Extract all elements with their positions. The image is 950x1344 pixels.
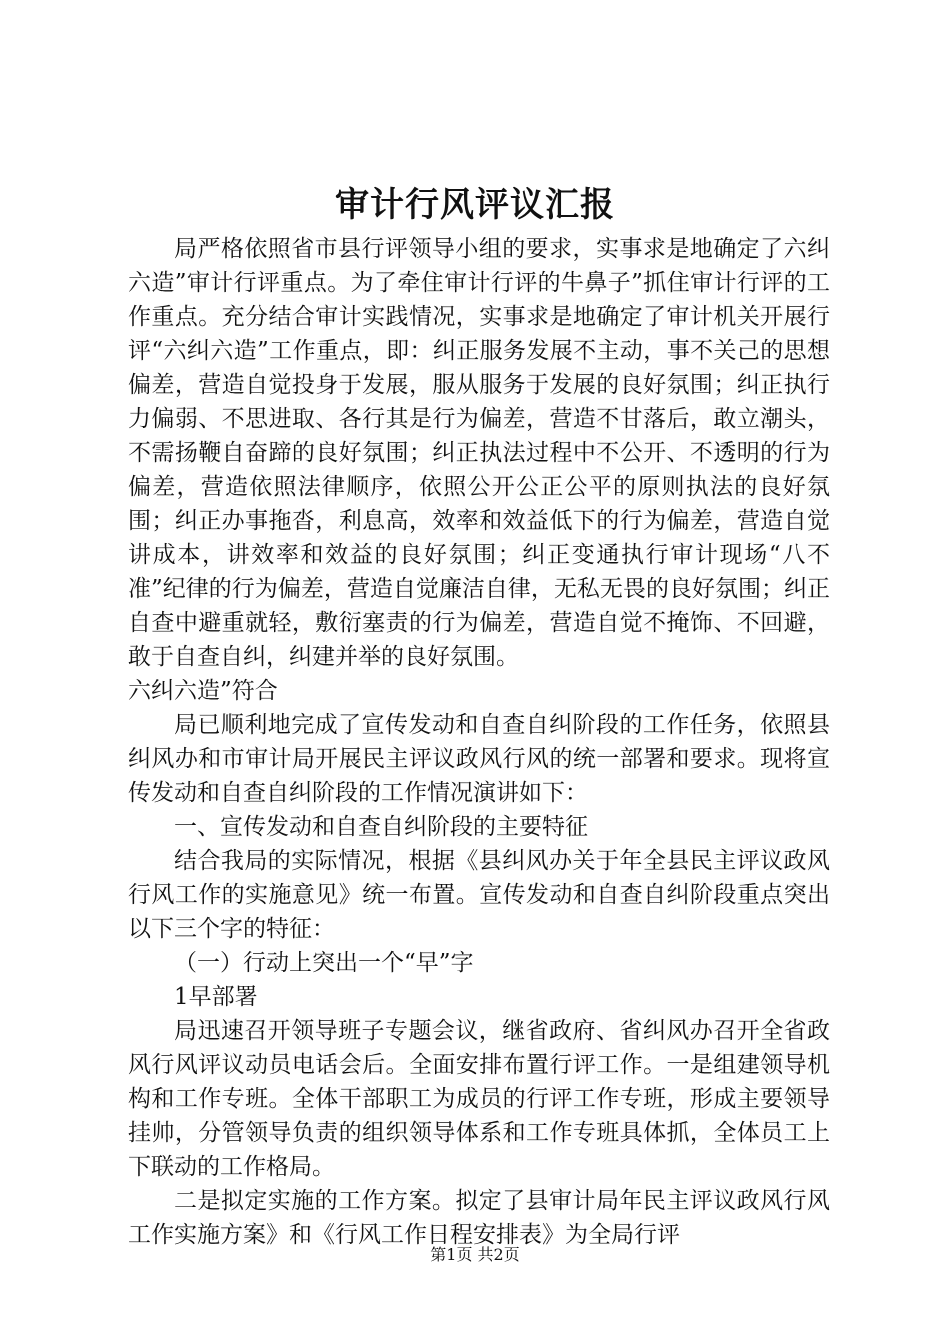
item-heading-1: 1早部署 [174, 984, 258, 1010]
document-body [128, 232, 830, 1252]
paragraph-2: 六纠六造”符合 [128, 678, 278, 704]
paragraph-3: 局已顺利地完成了宣传发动和自查自纠阶段的工作任务，依照县纠风办和市审计局开展民主评议政风行风的统一部署和要求。现将宣传发动和自查自纠阶段的工作情况演讲如下： [128, 712, 830, 806]
paragraph-4: 结合我局的实际情况，根据《县纠风办关于年全县民主评议政风行风工作的实施意见》统一布置。宣传发动和自查自纠阶段重点突出以下三个字的特征： [128, 848, 830, 942]
document-title: 审计行风评议汇报 [335, 185, 615, 225]
paragraph-6: 二是拟定实施的工作方案。拟定了县审计局年民主评议政风行风工作实施方案》和《行风工作日程安排表》为全局行评 [128, 1188, 830, 1248]
paragraph-5: 局迅速召开领导班子专题会议，继省政府、省纠风办召开全省政风行风评议动员电话会后。全面安排布置行评工作。一是组建领导机构和工作专班。全体干部职工为成员的行评工作专班，形成主要领导挂帅，分管领导负责的组织领导体系和工作专班具体抓，全体员工上下联动的工作格局。 [128, 1018, 830, 1180]
page-footer: 第1页 共2页 [430, 1245, 520, 1264]
subsection-heading-1: （一）行动上突出一个“早”字 [174, 950, 474, 976]
section-heading-1: 一、宣传发动和自查自纠阶段的主要特征 [174, 814, 588, 840]
paragraph-1: 局严格依照省市县行评领导小组的要求，实事求是地确定了六纠六造”审计行评重点。为了牵住审计行评的牛鼻子”抓住审计行评的工作重点。充分结合审计实践情况，实事求是地确定了审计机关开展行评“六纠六造”工作重点，即：纠正服务发展不主动，事不关己的思想偏差，营造自觉投身于发展，服从服务于发展的良好氛围；纠正执行力偏弱、不思进取、各行其是行为偏差，营造不甘落后，敢立潮头，不需扬鞭自奋蹄的良好氛围；纠正执法过程中不公开、不透明的行为偏差，营造依照法律顺序，依照公开公正公平的原则执法的良好氛围；纠正办事拖沓，利息高，效率和效益低下的行为偏差，营造自觉讲成本，讲效率和效益的良好氛围；纠正变通执行审计现场“八不准”纪律的行为偏差，营造自觉廉洁自律，无私无畏的良好氛围；纠正自查中避重就轻，敷衍塞责的行为偏差，营造自觉不掩饰、不回避，敢于自查自纠，纠建并举的良好氛围。 [128, 236, 830, 670]
